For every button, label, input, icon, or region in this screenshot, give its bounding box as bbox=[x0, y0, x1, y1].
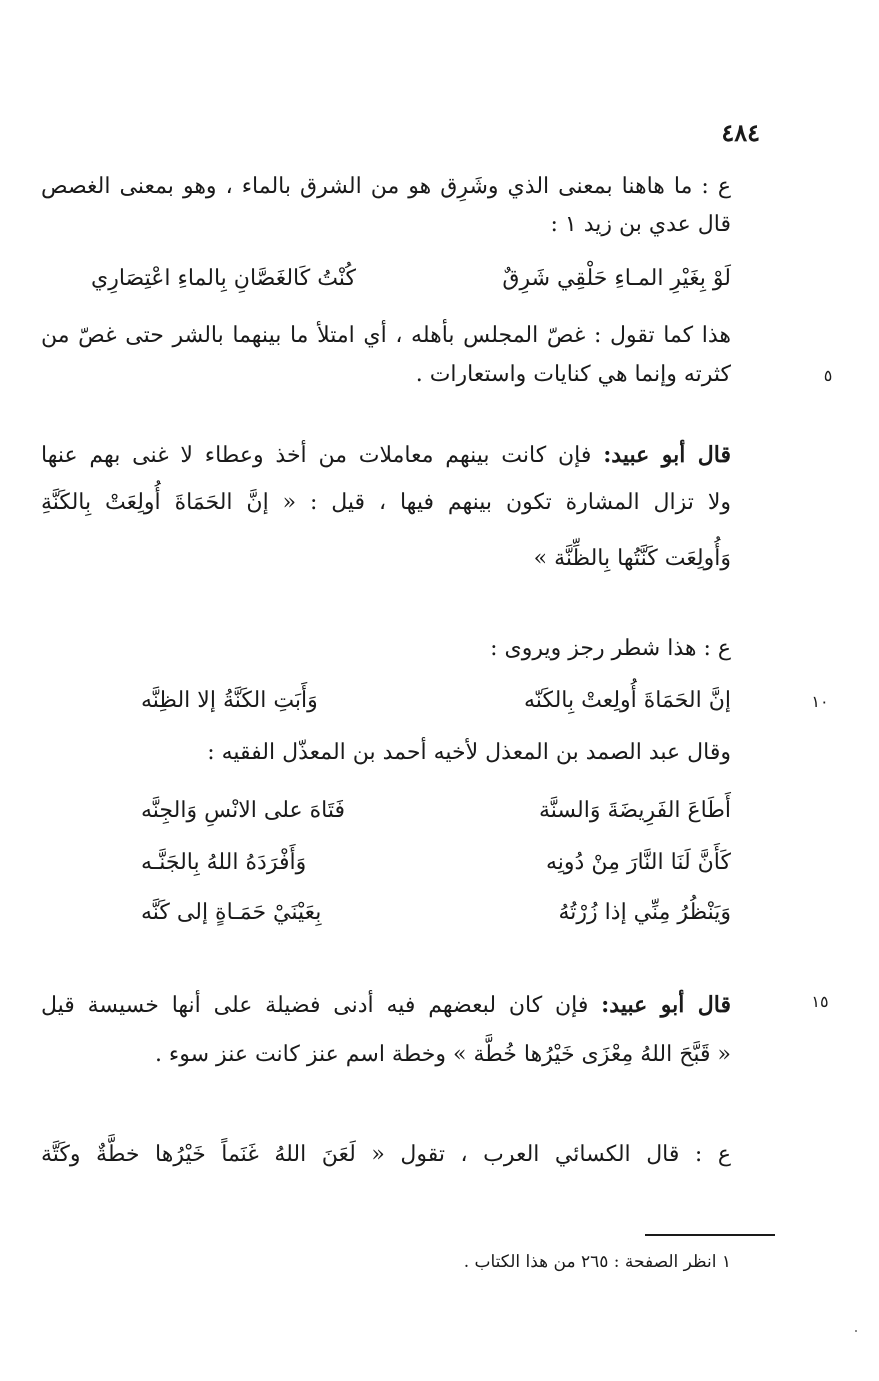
verse-first-hemistich: لَوْ بِغَيْرِ المـاءِ حَلْقِي شَرِقٌ bbox=[502, 266, 731, 291]
verse-line bbox=[91, 268, 731, 290]
margin-line-number: ١٥ bbox=[811, 992, 829, 1011]
verse-line bbox=[141, 690, 731, 712]
verse-second-hemistich: فَتَاهَ على الانْسِ وَالجِنَّه bbox=[141, 798, 346, 823]
margin-line-number: ١٠ bbox=[811, 692, 829, 711]
margin-line-number: ٥ bbox=[823, 366, 833, 385]
verse-first-hemistich: إنَّ الحَمَاةَ أُولِعتْ بِالكَنّه bbox=[524, 688, 731, 713]
verse-line bbox=[141, 800, 731, 822]
verse-first-hemistich: وَيَنْظُرُ مِنِّي إذا زُرْتُهُ bbox=[558, 900, 731, 925]
footnote-separator bbox=[645, 1234, 775, 1236]
verse-first-hemistich: أَطَاعَ الفَرِيضَةَ وَالسنَّة bbox=[538, 798, 731, 823]
text-line: وقال عبد الصمد بن المعذل لأخيه أحمد بن المعذّل الفقيه : bbox=[207, 740, 731, 765]
verse-line bbox=[141, 902, 731, 924]
text-line: وَأُولِعَت كَنَّتُها بِالظِّنَّة » bbox=[533, 546, 731, 571]
text-line: ولا تزال المشارة تكون بينهم فيها ، قيل : « إنَّ الحَمَاةَ أُولِعَتْ بِالكَنَّةِ bbox=[41, 490, 731, 515]
verse-second-hemistich: وَأَفْرَدَهُ اللهُ بِالجَنَّـه bbox=[141, 850, 307, 875]
text-span: فإن كان لبعضهم فيه أدنى فضيلة على أنها خسيسة قيل bbox=[41, 993, 589, 1018]
verse-second-hemistich: كُنْتُ كَالغَصَّانِ بِالماءِ اعْتِصَارِي bbox=[91, 266, 356, 291]
section-heading: قال أبو عبيد: bbox=[603, 442, 731, 468]
text-line: هذا كما تقول : غصّ المجلس بأهله ، أي امتلأ ما بينهما بالشر حتى غصّ من bbox=[41, 323, 732, 348]
page-number: ٤٨٤ bbox=[721, 118, 760, 147]
verse-second-hemistich: بِعَيْنَيْ حَمَـاةٍ إلى كَنَّه bbox=[141, 900, 322, 925]
text-span: فإن كانت بينهم معاملات من أخذ وعطاء لا غنى بهم عنها bbox=[41, 443, 592, 468]
text-line bbox=[41, 444, 731, 467]
text-line: « قَبَّحَ اللهُ مِعْزَى خَيْرُها خُطَّة » وخطة اسم عنز كانت عنز سوء . bbox=[154, 1042, 731, 1067]
text-line: ع : قال الكسائي العرب ، تقول « لَعَنَ اللهُ غَنَماً خَيْرُها خطَّةٌ وكَتَّة bbox=[41, 1142, 731, 1167]
text-line: كثرته وإنما هي كنايات واستعارات . bbox=[415, 362, 731, 387]
footnote: ١ انظر الصفحة : ٢٦٥ من هذا الكتاب . bbox=[463, 1252, 731, 1272]
text-line bbox=[41, 994, 731, 1017]
text-line: ع : ما هاهنا بمعنى الذي وشَرِق هو من الشرق بالماء ، وهو بمعنى الغصص bbox=[41, 174, 731, 199]
verse-line bbox=[141, 852, 731, 874]
verse-second-hemistich: وَأَبَتِ الكَنَّةُ إلا الظِنَّه bbox=[141, 688, 318, 713]
text-line: قال عدي بن زيد ١ : bbox=[550, 212, 731, 237]
scan-speck bbox=[855, 1330, 857, 1332]
text-line: ع : هذا شطر رجز ويروى : bbox=[490, 636, 731, 661]
verse-first-hemistich: كَأَنَّ لَنَا النَّارَ مِنْ دُونِه bbox=[545, 850, 731, 875]
section-heading: قال أبو عبيد: bbox=[601, 992, 731, 1018]
